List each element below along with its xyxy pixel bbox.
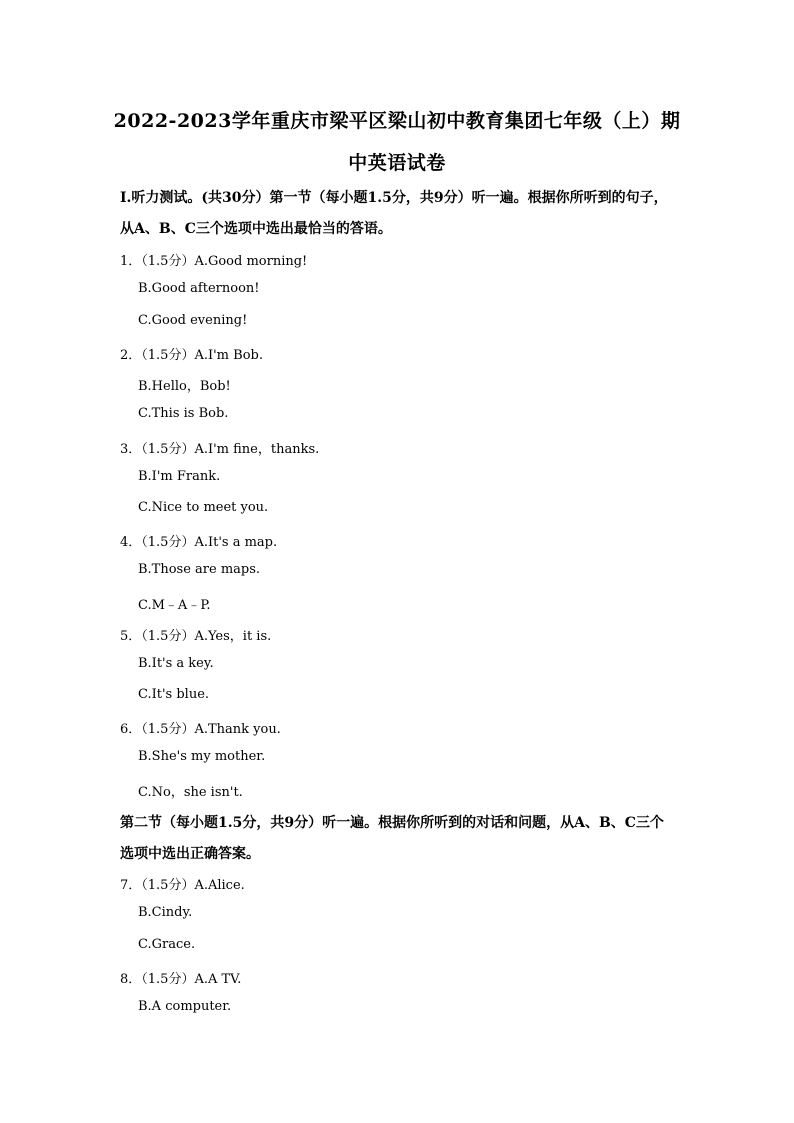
question-2-option-b: B.Hello，Bob! [138,379,231,394]
question-4-option-b: B.Those are maps. [138,562,261,577]
question-5-stem: 5．（1.5分）A.Yes，it is. [120,629,272,644]
section-1-instruction-line-1: Ⅰ.听力测试。(共30分）第一节（每小题1.5分，共9分）听一遍。根据你所听到的句子， [120,190,668,206]
question-2-option-c: C.This is Bob. [138,406,229,421]
section-1-instruction-line-2: 从A、B、C三个选项中选出最恰当的答语。 [120,221,392,237]
question-5-option-c: C.It's blue. [138,687,210,702]
question-3-option-b: B.I'm Frank. [138,469,221,484]
question-1-option-c: C.Good evening! [138,313,248,328]
question-4-stem: 4．（1.5分）A.It's a map. [120,535,278,550]
question-1-stem: 1．（1.5分）A.Good morning! [120,254,308,269]
question-7-option-b: B.Cindy. [138,905,193,920]
page-title-line-2: 中英语试卷 [348,152,446,174]
question-6-option-c: C.No，she isn't. [138,785,243,800]
section-2-instruction-line-2: 选项中选出正确答案。 [120,846,260,862]
question-7-option-c: C.Grace. [138,937,196,952]
question-3-stem: 3．（1.5分）A.I'm fine，thanks. [120,442,320,457]
question-2-stem: 2．（1.5分）A.I'm Bob. [120,348,263,363]
question-8-option-b: B.A computer. [138,999,232,1014]
question-7-stem: 7．（1.5分）A.Alice. [120,878,245,893]
question-3-option-c: C.Nice to meet you. [138,500,269,515]
question-5-option-b: B.It's a key. [138,656,214,671]
question-6-option-b: B.She's my mother. [138,749,266,764]
question-1-option-b: B.Good afternoon! [138,281,260,296]
question-8-stem: 8．（1.5分）A.A TV. [120,972,242,987]
question-6-stem: 6．（1.5分）A.Thank you. [120,722,281,737]
question-4-option-c: C.M﹣A﹣P. [138,598,211,613]
page-title-line-1: 2022-2023学年重庆市梁平区梁山初中教育集团七年级（上）期 [113,110,681,132]
section-2-instruction-line-1: 第二节（每小题1.5分，共9分）听一遍。根据你所听到的对话和问题，从A、B、C三个 [120,815,664,831]
